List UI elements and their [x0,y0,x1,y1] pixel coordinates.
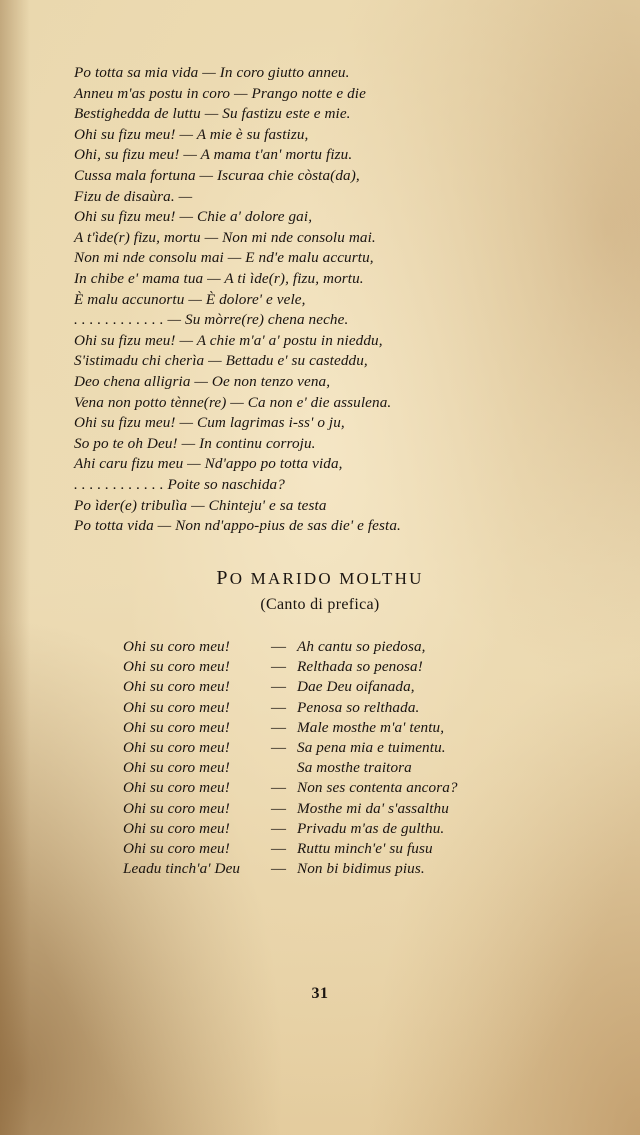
poem-line: Ohi su fizu meu! — Cum lagrimas i-ss' o ju, [74,414,345,432]
lament-dash: — [271,800,286,817]
lament-left: Ohi su coro meu! [123,698,230,716]
lament-right: Sa mosthe traitora [297,759,412,777]
poem-line: Non mi nde consolu mai — E nd'e malu accurtu, [74,249,374,267]
lament-left: Ohi su coro meu! [123,658,230,676]
lament-dash: — [271,861,286,878]
lament-right: Non ses contenta ancora? [297,779,458,797]
poem-line: So po te oh Deu! — In continu corroju. [74,434,316,452]
poem-line: Deo chena alligria — Oe non tenzo vena, [74,373,331,390]
poem-line: . . . . . . . . . . . . Poite so naschida? [74,476,285,493]
lament-left: Leadu tinch'a' Deu [123,860,241,878]
lament-left: Ohi su coro meu! [123,759,230,777]
lament-dash: — [271,639,286,655]
lament-right: Sa pena mia e tuimentu. [297,739,446,756]
section-subtitle: (Canto di prefica) [260,596,380,613]
poem-line: Po totta vida — Non nd'appo-pius de sas die' e festa. [74,517,401,535]
poem-line: S'istimadu chi cherìa — Bettadu e' su casteddu, [74,352,368,370]
poem-line: In chibe e' mama tua — A ti ìde(r), fizu, mortu. [74,270,364,287]
poem-line: È malu accunortu — È dolore' e vele, [74,290,306,308]
poem-line: Ohi su fizu meu! — A mie è su fastizu, [74,125,309,143]
lament-right: Ah cantu so piedosa, [297,638,426,655]
lament-right: Penosa so relthada. [297,698,420,716]
lament-dash: — [271,659,286,676]
section-title [0,567,640,590]
lament-right: Mosthe mi da' s'assalthu [297,799,449,817]
poem-line: Ohi, su fizu meu! — A mama t'an' mortu fizu. [74,146,353,164]
poem-line: A t'ìde(r) fizu, mortu — Non mi nde consolu mai. [74,228,376,246]
lament-left: Ohi su coro meu! [123,718,230,736]
section-title-rest: O MARIDO MOLTHU [229,569,424,588]
lament-left: Ohi su coro meu! [123,799,230,817]
page-number: 31 [311,985,329,1002]
poem-line: Ahi caru fizu meu — Nd'appo po totta vida, [74,455,343,473]
poem-line: Cussa mala fortuna — Iscuraa chie còsta(da), [74,167,360,184]
lament-right: Non bi bidimus pius. [297,860,425,878]
lament-dash: — [271,841,286,857]
lament-right: Ruttu minch'e' su fusu [297,840,433,857]
lament-dash: — [271,699,286,716]
lament-dash: — [271,820,286,837]
poem-line: Po totta sa mia vida — In coro giutto anneu. [74,64,350,81]
poem-line: Fizu de disaùra. — [74,187,193,205]
lament-left: Ohi su coro meu! [123,840,230,857]
poem-line: Ohi su fizu meu! — A chie m'a' a' postu in nieddu, [74,331,383,349]
poem-line: Po ìder(e) tribulìa — Chinteju' e sa testa [74,496,327,514]
poem-line: Ohi su fizu meu! — Chie a' dolore gai, [74,208,313,226]
poem-line: Vena non potto tènne(re) — Ca non e' die assulena. [74,393,392,411]
lament-left: Ohi su coro meu! [123,678,230,696]
lament-right: Privadu m'as de gulthu. [297,819,445,837]
lament-right: Male mosthe m'a' tentu, [297,718,445,736]
poem-line: . . . . . . . . . . . . — Su mòrre(re) chena neche. [74,311,349,329]
lament-dash: — [271,719,286,736]
lament-right: Relthada so penosa! [297,658,423,676]
lament-dash: — [271,740,286,756]
lament-dash: — [271,780,286,797]
section-title-initial: P [216,567,230,589]
lament-dash: — [271,679,286,696]
poem-line: Anneu m'as postu in coro — Prango notte e die [74,84,366,102]
lament-left: Ohi su coro meu! [123,739,230,756]
lament-right: Dae Deu oifanada, [297,678,415,696]
poem-line: Bestighedda de luttu — Su fastizu este e mie. [74,105,351,123]
lament-left: Ohi su coro meu! [123,779,230,797]
lament-left: Ohi su coro meu! [123,638,230,655]
lament-left: Ohi su coro meu! [123,819,230,837]
